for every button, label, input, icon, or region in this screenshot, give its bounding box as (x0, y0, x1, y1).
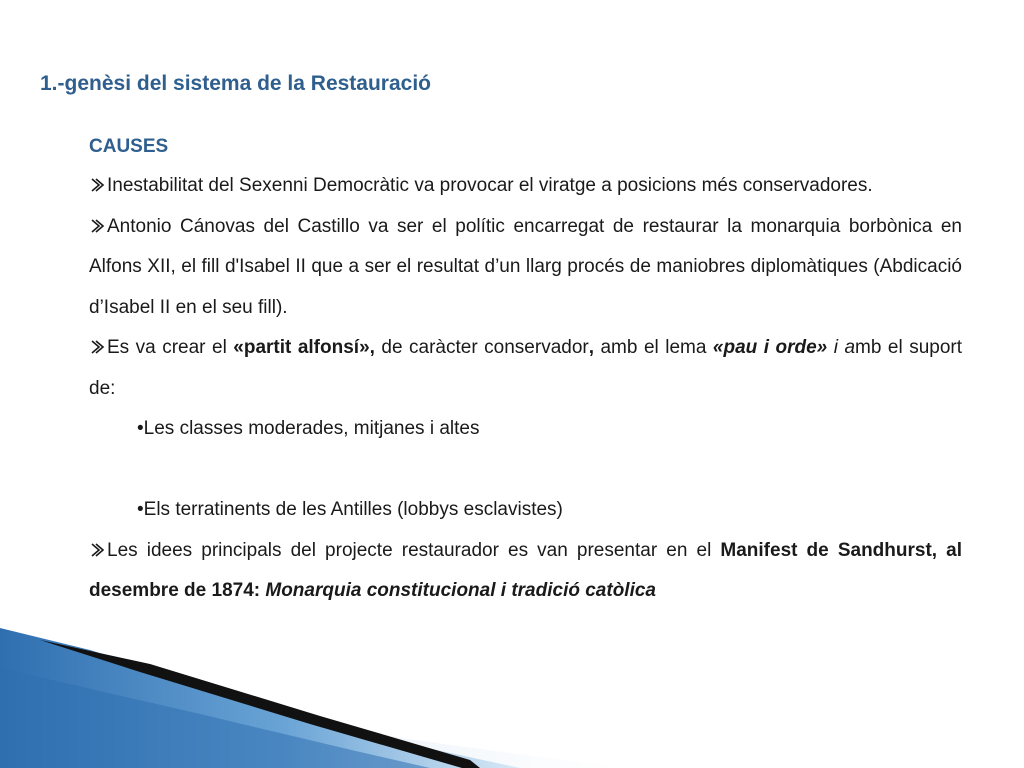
sub-list-item: •Els terratinents de les Antilles (lobbys esclavistes) (137, 499, 563, 520)
arrow-bullet-icon (89, 219, 106, 233)
bullet-text: Inestabilitat del Sexenni Democràtic va provocar el viratge a posicions més conservadores. (107, 175, 873, 196)
sub-list-item: •Les classes moderades, mitjanes i altes (137, 418, 480, 439)
slide-content (89, 132, 962, 612)
spacer (89, 450, 962, 491)
bullet-text: Antonio Cánovas del Castillo va ser el polític encarregat de restaurar la monarquia borbònica en Alfons XII, el fill d'Isabel II que a ser el resultat d’un llarg procés de maniobres diplomàtiques (Abdicació d’Isabel II en el seu fill). (89, 215, 962, 318)
bullet-item (89, 328, 962, 409)
bullet-text: Es va crear el (107, 337, 234, 358)
bold-italic-conclusion: Monarquia constitucional i tradició catòlica (265, 580, 656, 601)
section-heading-causes: CAUSES (89, 136, 169, 157)
bullet-item (89, 207, 962, 329)
bullet-text: amb el lema (594, 337, 713, 358)
bullet-text: Les idees principals del projecte restaurador es van presentar en el (107, 539, 721, 561)
corner-swoosh-decoration (0, 628, 620, 768)
bold-text-partit-alfonsi: «partit alfonsí», (233, 337, 375, 358)
bullet-text: mb el suport de: (89, 337, 963, 399)
bullet-item (89, 531, 962, 612)
italic-fragment: i a (827, 337, 856, 358)
slide-title: 1.-genèsi del sistema de la Restauració (40, 72, 432, 95)
motto-pau-i-orde: «pau i orde» (712, 337, 828, 358)
arrow-bullet-icon (89, 543, 106, 557)
bullet-text: de caràcter conservador (374, 337, 589, 358)
bold-comma: , (588, 337, 594, 358)
arrow-bullet-icon (89, 178, 106, 192)
arrow-bullet-icon (89, 340, 106, 354)
bold-text-manifest: Manifest de Sandhurst, al desembre de 1874: (89, 539, 962, 601)
bullet-item (89, 166, 962, 207)
